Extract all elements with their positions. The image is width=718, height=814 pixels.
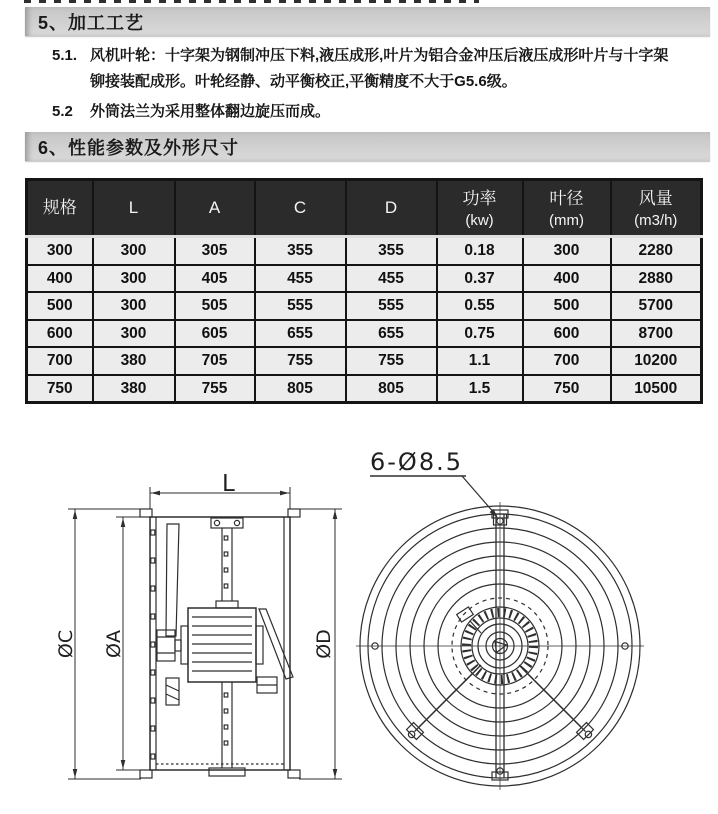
table-cell: 1.1 [437, 347, 523, 375]
table-cell: 5700 [611, 292, 702, 320]
table-row [27, 292, 702, 320]
list-item-5-1 [52, 43, 670, 95]
dimension-drawings [0, 440, 718, 810]
table-row [27, 375, 702, 403]
table-cell: 805 [346, 375, 437, 403]
table-cell: 10500 [611, 375, 702, 403]
table-cell: 1.5 [437, 375, 523, 403]
table-cell: 305 [175, 237, 255, 265]
list-item-5-2 [52, 99, 670, 125]
col-header-c [255, 180, 346, 237]
table-cell: 10200 [611, 347, 702, 375]
table-cell: 355 [346, 237, 437, 265]
table-cell: 605 [175, 320, 255, 348]
col-header-a [175, 180, 255, 237]
bolt-hole-note: 6-Ø8.5 [370, 448, 463, 476]
col-header-impeller-dia [523, 180, 611, 237]
item-text: 风机叶轮：十字架为钢制冲压下料,液压成形,叶片为铝合金冲压后液压成形叶片与十字架铆接装配成形。叶轮经静、动平衡校正,平衡精度不大于G5.6级。 [90, 47, 669, 90]
table-cell: 380 [93, 375, 175, 403]
col-header-l [93, 180, 175, 237]
header-label: D [384, 198, 398, 218]
col-header-power [437, 180, 523, 237]
table-cell: 555 [346, 292, 437, 320]
header-label: C [293, 198, 307, 218]
table-cell: 0.18 [437, 237, 523, 265]
rivet-marks [151, 530, 155, 759]
table-cell: 805 [255, 375, 346, 403]
table-cell: 755 [346, 347, 437, 375]
dim-label-length: L [222, 471, 235, 497]
table-cell: 600 [523, 320, 611, 348]
header-unit: (m3/h) [634, 211, 678, 229]
table-cell: 300 [93, 265, 175, 293]
table-cell: 300 [523, 237, 611, 265]
header-label: 规格 [42, 198, 77, 218]
table-cell: 400 [523, 265, 611, 293]
table-cell: 700 [523, 347, 611, 375]
table-cell: 2880 [611, 265, 702, 293]
table-row [27, 347, 702, 375]
table-cell: 655 [255, 320, 346, 348]
header-label: 功率 [462, 189, 497, 208]
spec-table [25, 178, 703, 404]
table-cell: 655 [346, 320, 437, 348]
header-unit: (kw) [465, 211, 494, 229]
motor [181, 601, 263, 682]
table-cell: 0.55 [437, 292, 523, 320]
table-cell: 500 [523, 292, 611, 320]
header-label: A [208, 198, 221, 218]
table-cell: 755 [255, 347, 346, 375]
table-cell: 300 [93, 237, 175, 265]
dim-label-dia-d: ØD [313, 629, 335, 659]
table-row [27, 237, 702, 265]
col-header-airflow [611, 180, 702, 237]
table-header-row [27, 180, 702, 237]
section-6-title: 6、性能参数及外形尺寸 [38, 137, 240, 158]
fan-blade-profile [166, 524, 179, 636]
header-unit: (mm) [549, 211, 584, 229]
table-cell: 705 [175, 347, 255, 375]
section-6-header [25, 132, 710, 161]
section-5-header [25, 7, 710, 36]
dim-label-dia-a: ØA [103, 630, 125, 658]
table-cell: 555 [255, 292, 346, 320]
dim-label-dia-c: ØC [55, 629, 77, 659]
table-row [27, 320, 702, 348]
header-label: L [128, 198, 139, 218]
table-cell: 700 [27, 347, 93, 375]
table-cell: 300 [93, 320, 175, 348]
table-cell: 380 [93, 347, 175, 375]
table-cell: 755 [175, 375, 255, 403]
section-5-body [52, 43, 670, 125]
table-cell: 355 [255, 237, 346, 265]
table-cell: 500 [27, 292, 93, 320]
col-header-d [346, 180, 437, 237]
table-cell: 300 [93, 292, 175, 320]
header-label: 风量 [638, 189, 673, 208]
table-cell: 750 [27, 375, 93, 403]
table-cell: 750 [523, 375, 611, 403]
header-label: 叶径 [549, 189, 584, 208]
table-cell: 455 [255, 265, 346, 293]
table-cell: 300 [27, 237, 93, 265]
front-view-drawing [356, 476, 644, 790]
col-header-spec [27, 180, 93, 237]
table-cell: 455 [346, 265, 437, 293]
item-number: 5.2 [52, 103, 73, 120]
section-5-title: 5、加工工艺 [38, 12, 145, 33]
item-number: 5.1. [52, 47, 78, 64]
page-top-crop-marks [24, 0, 479, 3]
table-cell: 505 [175, 292, 255, 320]
table-cell: 8700 [611, 320, 702, 348]
table-cell: 0.37 [437, 265, 523, 293]
side-view-drawing [140, 509, 300, 778]
table-cell: 400 [27, 265, 93, 293]
table-cell: 405 [175, 265, 255, 293]
table-cell: 2280 [611, 237, 702, 265]
table-row [27, 265, 702, 293]
item-text: 外筒法兰为采用整体翻边旋压而成。 [90, 103, 331, 120]
table-cell: 600 [27, 320, 93, 348]
table-cell: 0.75 [437, 320, 523, 348]
